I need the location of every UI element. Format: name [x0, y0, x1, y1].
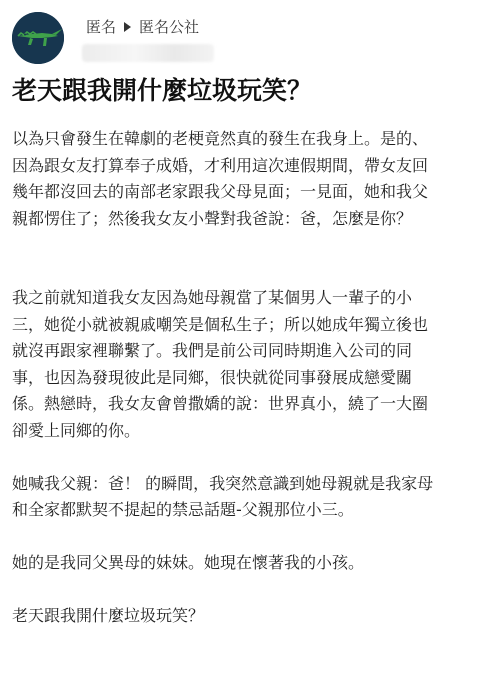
- post-body: [12, 126, 496, 630]
- text-line: 卻愛上同鄉的你。: [12, 420, 141, 440]
- paragraph: [12, 550, 496, 577]
- text-line: 係。熱戀時，我女友會曾撒嬌的說：世界真小，繞了一大圈: [12, 394, 429, 413]
- text-line: 她喊我父親：爸！ 的瞬間，我突然意識到她母親就是我家母: [12, 473, 434, 493]
- paragraph: [12, 471, 496, 524]
- caret-right-icon: [124, 22, 131, 32]
- text-line: 老天跟我開什麼垃圾玩笑？: [12, 606, 205, 625]
- paragraph-gap: [12, 524, 496, 551]
- breadcrumb-author[interactable]: 匿名: [86, 18, 117, 36]
- text-line: 親都愣住了；然後我女友小聲對我爸說：爸，怎麼是你？: [12, 208, 413, 228]
- paragraph: [12, 603, 496, 630]
- text-line: 幾年都沒回去的南部老家跟我父母見面；一見面，她和我父: [12, 182, 429, 201]
- text-line: 就沒再跟家裡聯繫了。我們是前公司同時期進入公司的同: [12, 341, 413, 360]
- paragraph-gap: [12, 259, 496, 286]
- breadcrumb-board[interactable]: 匿名公社: [139, 18, 200, 36]
- paragraph-gap: [12, 577, 496, 604]
- post-title: 老天跟我開什麼垃圾玩笑？: [12, 76, 313, 105]
- breadcrumb: [86, 16, 199, 37]
- text-line: 三，她從小就被親戚嘲笑是個私生子；所以她成年獨立後也: [12, 314, 429, 334]
- text-line: 我之前就知道我女友因為她母親當了某個男人一輩子的小: [12, 288, 413, 307]
- text-line: 事，也因為發現彼此是同鄉，很快就從同事發展成戀愛關: [12, 367, 413, 387]
- blurred-user-id: [82, 44, 214, 62]
- text-line: 以為只會發生在韓劇的老梗竟然真的發生在我身上。是的、: [12, 129, 429, 148]
- avatar[interactable]: [12, 12, 64, 64]
- paragraph-gap: [12, 444, 496, 471]
- crocodile-icon: [12, 12, 64, 64]
- paragraph: [12, 285, 496, 444]
- paragraph-gap: [12, 232, 496, 259]
- text-line: 因為跟女友打算奉子成婚，才利用這次連假期間，帶女友回: [12, 155, 429, 175]
- text-line: 和全家都默契不提起的禁忌話題-父親那位小三。: [12, 500, 354, 519]
- text-line: 她的是我同父異母的妹妹。她現在懷著我的小孩。: [12, 553, 365, 572]
- post-header: [12, 10, 492, 66]
- paragraph: [12, 126, 496, 232]
